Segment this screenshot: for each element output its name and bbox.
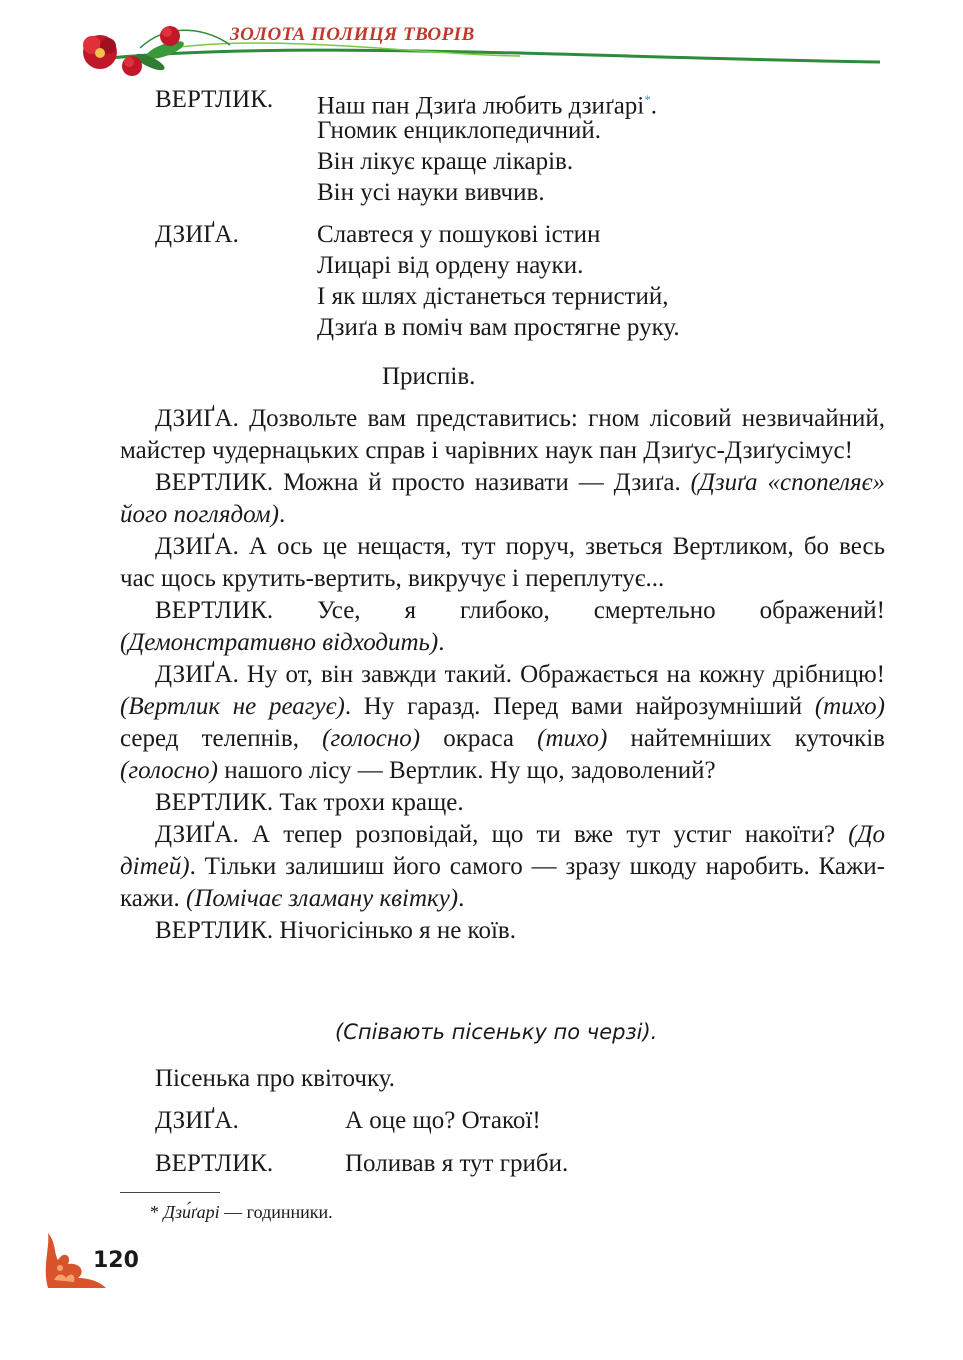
dialogue-paragraph: ВЕРТЛИК. Так трохи краще.: [155, 789, 464, 816]
dialogue-paragraph: ВЕРТЛИК. Усе, я глибоко, смертельно ображений! (Демонстративно відходить).: [120, 597, 885, 656]
verse1-line-4: Він усі науки вивчив.: [317, 179, 545, 206]
footnote: * Дзи́ґарі — годинники.: [150, 1202, 333, 1222]
flower-decoration-icon: [0, 0, 963, 90]
dialogue-paragraph: ДЗИҐА. Дозвольте вам представитись: гном лісовий незвичайний, майстер чудернацьких справ і чарівних наук пан Дзиґус-Дзиґусімус!: [120, 405, 885, 464]
song-line-2: Поливав я тут гриби.: [345, 1150, 569, 1177]
refrain-label: Приспів.: [382, 363, 476, 390]
stage-remark: (До дітей): [120, 821, 885, 880]
song-speaker-1: ДЗИҐА.: [155, 1107, 239, 1134]
verse1-line-3: Він лікує краще лікарів.: [317, 148, 574, 175]
verse1-line-2: Гномик енциклопедичний.: [317, 117, 602, 144]
stage-remark: (Помічає зламану квітку): [186, 885, 459, 912]
stage-remark: (тихо): [537, 725, 608, 752]
footnote-term: Дзи́ґарі: [163, 1202, 220, 1222]
stage-remark: (голосно): [120, 757, 218, 784]
stage-remark: (Дзиґа «спопеляє» його поглядом): [120, 469, 885, 528]
song-speaker-2: ВЕРТЛИК.: [155, 1150, 274, 1177]
dialogue-paragraph: ДЗИҐА. А тепер розповідай, що ти вже тут устиг накоїти? (До дітей). Тільки залишиш його самого — зразу шкоду наробить. Кажи-кажи. (Помічає зламану квітку).: [120, 821, 885, 912]
dialogue-paragraph: ДЗИҐА. А ось це нещастя, тут поруч, зветься Вертликом, бо весь час щось крутить-вертить, викручує і переплутує...: [120, 533, 885, 592]
verse2-line-1: Славтеся у пошукові істин: [317, 221, 601, 248]
song-title: Пісенька про квіточку.: [155, 1065, 395, 1092]
verse1-line-1-punct: .: [650, 92, 657, 120]
dialogue-paragraph: ВЕРТЛИК. Нічогісінько я не коїв.: [155, 917, 516, 944]
verse2-speaker: ДЗИҐА.: [155, 221, 239, 248]
stage-remark: (Вертлик не реагує): [120, 693, 345, 720]
verse2-line-3: І як шлях дістанеться тернистий,: [317, 283, 669, 310]
stage-remark: (голосно): [322, 725, 421, 752]
dialogue-paragraph: ДЗИҐА. Ну от, він завжди такий. Ображається на кожну дрібницю! (Вертлик не реагує). Ну гаразд. Перед вами найрозумніший (тихо) серед телепнів, (голосно) окраса (тихо) найтемніших куточків (голосно) нашого лісу — Вертлик. Ну що, задоволений?: [120, 661, 885, 784]
header-title: ЗОЛОТА ПОЛИЦЯ ТВОРІВ: [230, 24, 475, 45]
dialogue-paragraph: ВЕРТЛИК. Можна й просто називати — Дзиґа. (Дзиґа «спопеляє» його поглядом).: [120, 469, 885, 528]
footnote-divider: [120, 1192, 220, 1193]
page-header: [0, 0, 963, 90]
dialogue-body: [120, 403, 885, 947]
verse2-line-4: Дзиґа в поміч вам простягне руку.: [317, 314, 680, 341]
verse1-speaker: ВЕРТЛИК.: [155, 86, 274, 113]
page-number: 120: [93, 1248, 139, 1273]
song-line-1: А оце що? Отакої!: [345, 1107, 541, 1134]
stage-direction: (Співають пісеньку по черзі).: [335, 1020, 658, 1044]
footnote-marker: *: [644, 92, 651, 107]
verse2-line-2: Лицарі від ордену науки.: [317, 252, 584, 279]
stage-remark: (тихо): [814, 693, 885, 720]
stage-remark: (Демонстративно відходить): [120, 629, 439, 656]
verse1-line-1-text: Наш пан Дзиґа любить дзиґарі: [317, 92, 645, 120]
